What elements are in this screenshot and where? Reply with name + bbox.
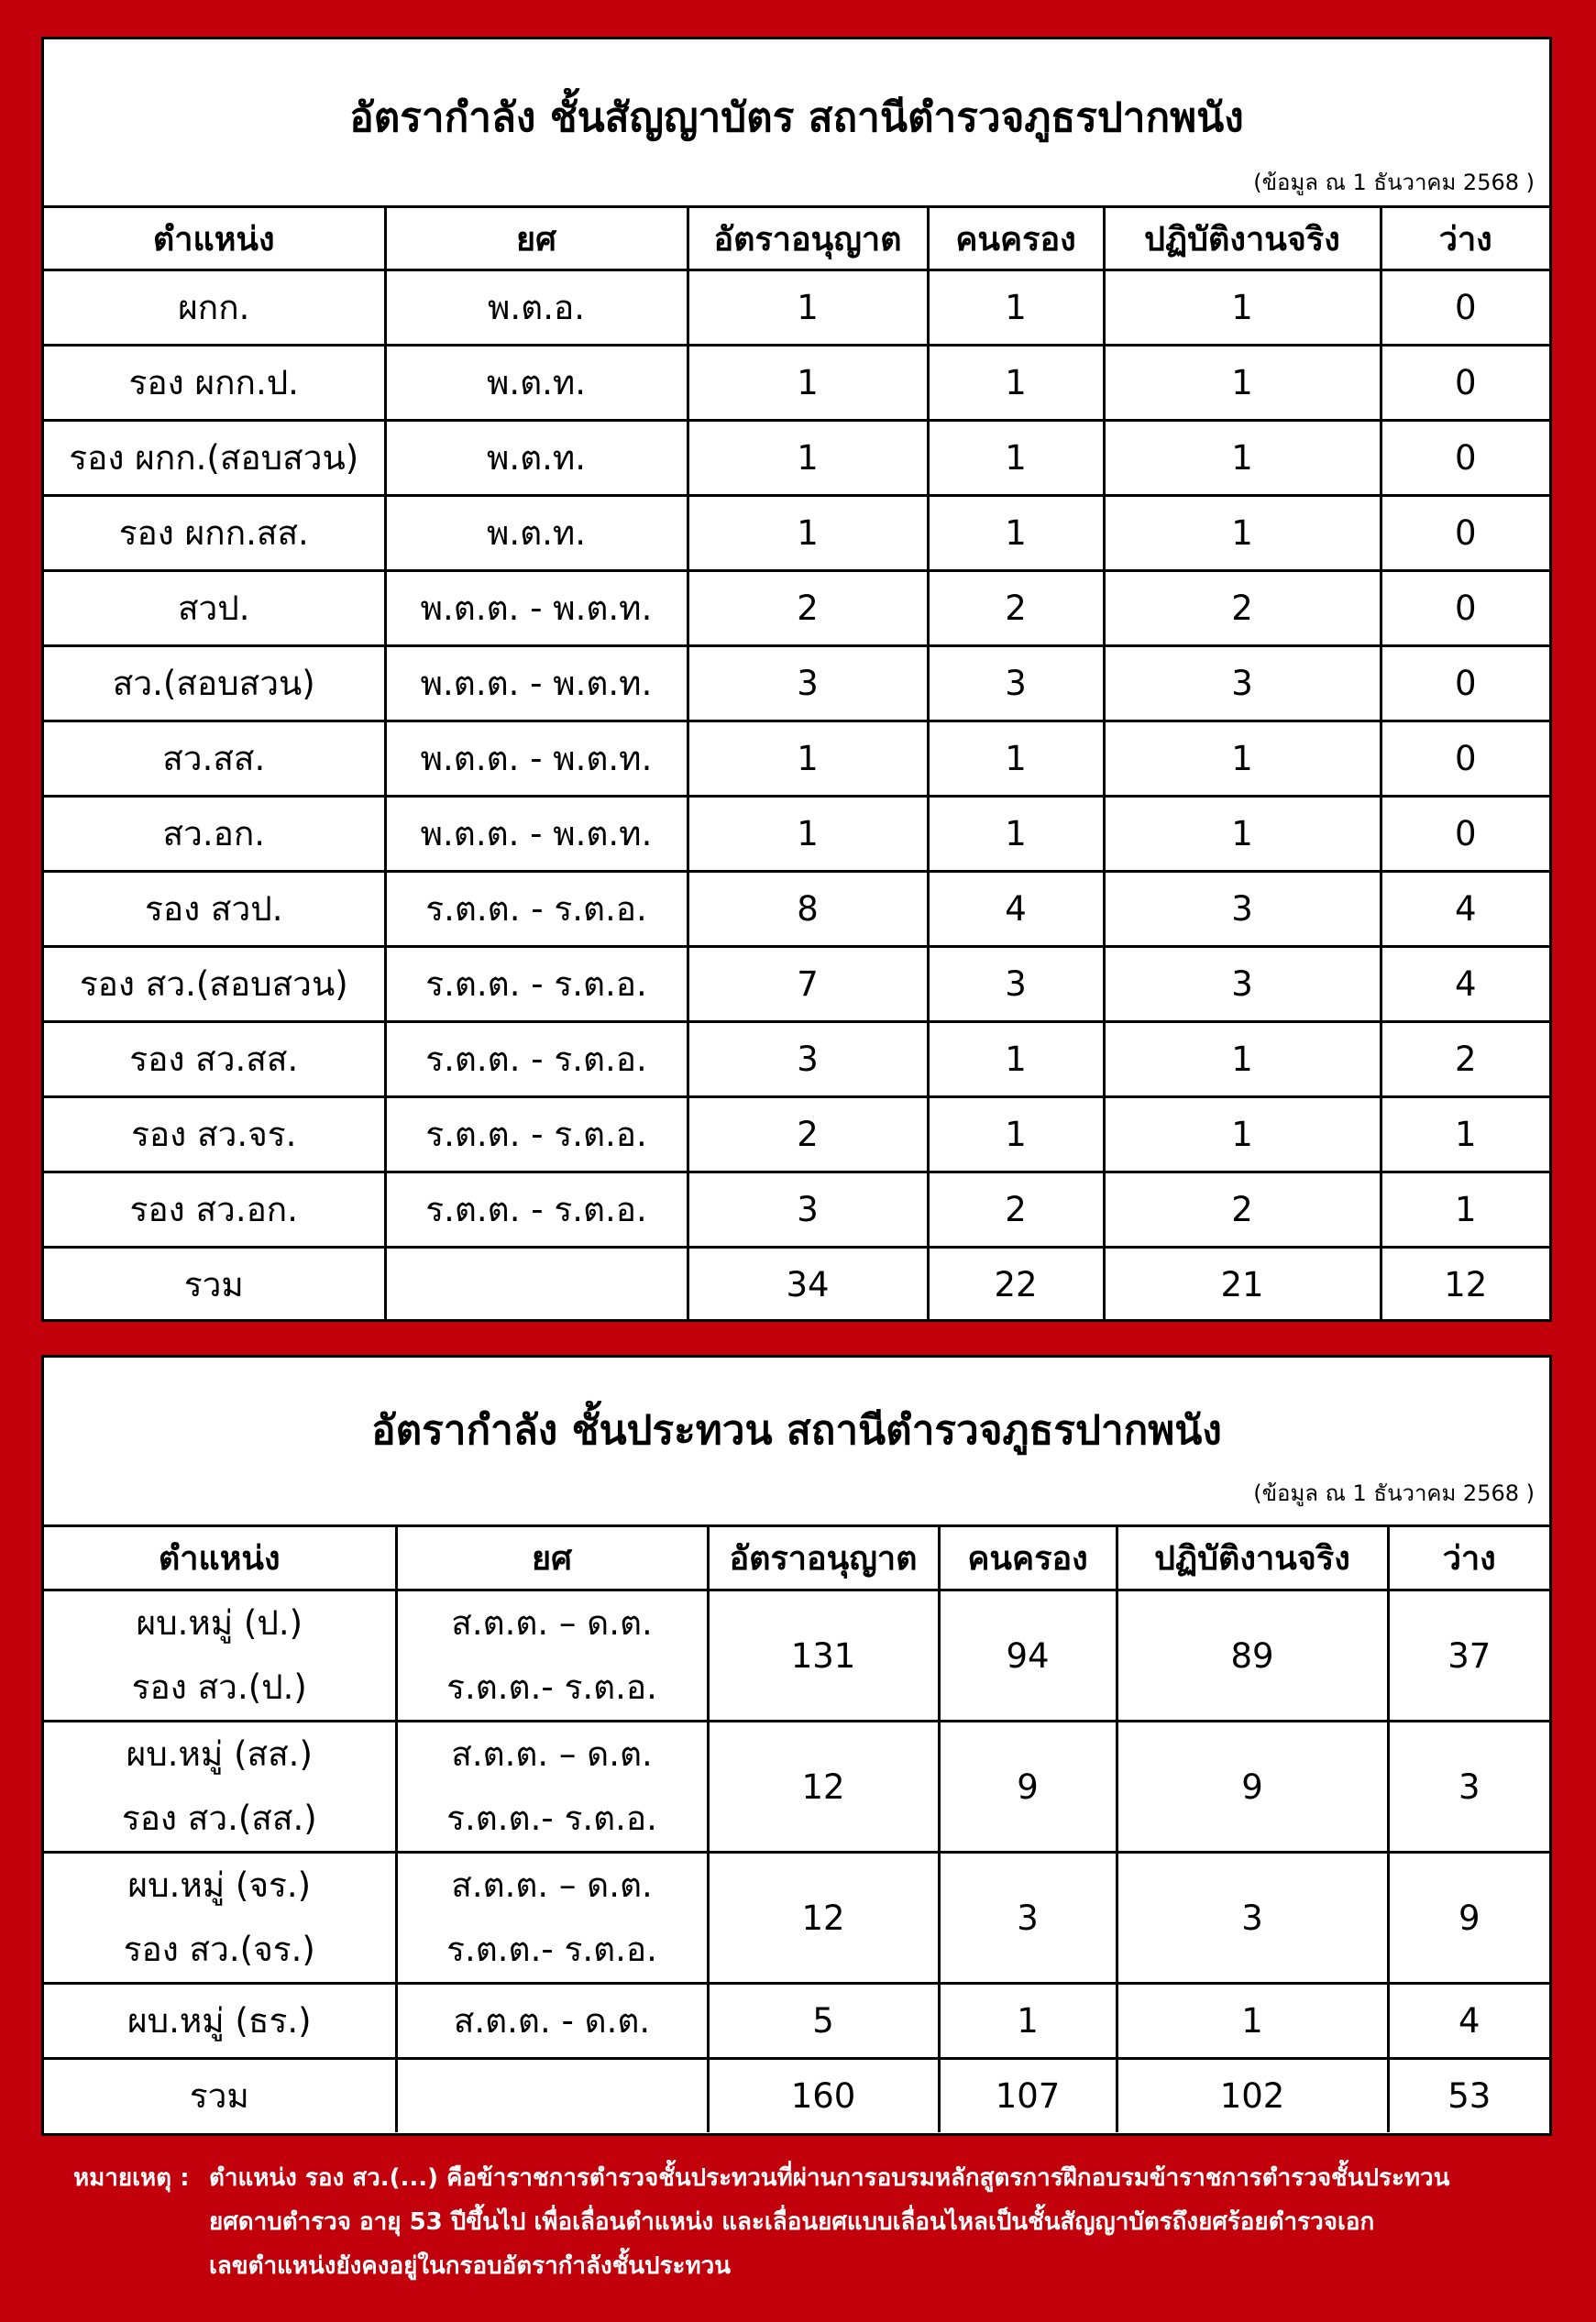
- occupied-cell: 1: [928, 1097, 1104, 1172]
- position-cell: รอง สวป.: [44, 872, 385, 947]
- header-occupied: คนครอง: [939, 1526, 1117, 1590]
- table-row: [44, 346, 1549, 421]
- header-rank: ยศ: [396, 1526, 708, 1590]
- footnote: [73, 2156, 1540, 2288]
- position-line: รอง สว.(สส.): [121, 1799, 317, 1838]
- occupied-cell: 4: [928, 872, 1104, 947]
- table-row: [44, 1172, 1549, 1248]
- rank-cell: พ.ต.ต. - พ.ต.ท.: [385, 646, 688, 721]
- table-row: [44, 421, 1549, 496]
- actual-cell: 1: [1104, 1022, 1381, 1097]
- actual-cell: 1: [1104, 797, 1381, 872]
- actual-cell: 1: [1104, 721, 1381, 797]
- vacant-cell: 4: [1381, 872, 1549, 947]
- actual-cell: 2: [1104, 571, 1381, 646]
- vacant-cell: 0: [1381, 571, 1549, 646]
- occupied-cell: 1: [939, 1984, 1117, 2059]
- officer-table-title: อัตรากำลัง ชั้นสัญญาบัตร สถานีตำรวจภูธรปากพนัง: [349, 94, 1244, 141]
- actual-cell: 2: [1104, 1172, 1381, 1248]
- rank-line: ส.ต.ต. – ด.ต.: [451, 1865, 653, 1905]
- vacant-cell: 4: [1388, 1984, 1549, 2059]
- officer-staffing-panel: [41, 37, 1552, 1322]
- occupied-cell: 3: [928, 947, 1104, 1022]
- occupied-cell: 9: [939, 1722, 1117, 1853]
- occupied-cell: 1: [928, 721, 1104, 797]
- vacant-cell: 0: [1381, 421, 1549, 496]
- header-actual: ปฏิบัติงานจริง: [1117, 1526, 1388, 1590]
- rank-cell: ร.ต.ต. - ร.ต.อ.: [385, 1022, 688, 1097]
- authorized-cell: 5: [708, 1984, 939, 2059]
- authorized-cell: 12: [708, 1853, 939, 1984]
- authorized-cell: 3: [688, 646, 928, 721]
- rank-cell: [396, 1853, 708, 1984]
- authorized-cell: 1: [688, 270, 928, 346]
- table-row: [44, 1097, 1549, 1172]
- actual-cell: 1: [1104, 496, 1381, 571]
- rank-cell: [396, 1590, 708, 1722]
- total-vacant: 12: [1381, 1248, 1549, 1322]
- actual-cell: 3: [1104, 646, 1381, 721]
- table-row: [44, 571, 1549, 646]
- occupied-cell: 3: [928, 646, 1104, 721]
- rank-cell: พ.ต.ท.: [385, 346, 688, 421]
- position-cell: สว.สส.: [44, 721, 385, 797]
- position-cell: รอง ผกก.(สอบสวน): [44, 421, 385, 496]
- nco-table-title: อัตรากำลัง ชั้นประทวน สถานีตำรวจภูธรปากพนัง: [371, 1407, 1222, 1454]
- actual-cell: 3: [1104, 947, 1381, 1022]
- header-authorized: อัตราอนุญาต: [708, 1526, 939, 1590]
- occupied-cell: 94: [939, 1590, 1117, 1722]
- footnote-line-1: ตำแหน่ง รอง สว.(...) คือข้าราชการตำรวจชั้นประทวนที่ผ่านการอบรมหลักสูตรการฝึกอบรมข้าราชการตำรวจชั้นประทวน: [209, 2164, 1450, 2192]
- occupied-cell: 1: [928, 496, 1104, 571]
- rank-cell: พ.ต.ท.: [385, 496, 688, 571]
- actual-cell: 3: [1104, 872, 1381, 947]
- position-cell: [44, 1853, 396, 1984]
- position-cell: รอง สว.(สอบสวน): [44, 947, 385, 1022]
- authorized-cell: 3: [688, 1172, 928, 1248]
- rank-line: ร.ต.ต.- ร.ต.อ.: [446, 1799, 657, 1838]
- table-header-row: [44, 207, 1549, 270]
- rank-cell: พ.ต.ต. - พ.ต.ท.: [385, 571, 688, 646]
- occupied-cell: 1: [928, 797, 1104, 872]
- rank-cell: พ.ต.ต. - พ.ต.ท.: [385, 797, 688, 872]
- position-cell: [44, 1722, 396, 1853]
- rank-line: ร.ต.ต.- ร.ต.อ.: [446, 1930, 657, 1969]
- table-row: [44, 947, 1549, 1022]
- footnote-line-3: เลขตำแหน่งยังคงอยู่ในกรอบอัตรากำลังชั้นประทวน: [209, 2252, 732, 2280]
- table-row: [44, 270, 1549, 346]
- total-row: [44, 1248, 1549, 1322]
- position-cell: สว.(สอบสวน): [44, 646, 385, 721]
- authorized-cell: 2: [688, 571, 928, 646]
- total-authorized: 160: [708, 2059, 939, 2133]
- rank-line: ร.ต.ต.- ร.ต.อ.: [446, 1667, 657, 1707]
- vacant-cell: 0: [1381, 496, 1549, 571]
- authorized-cell: 2: [688, 1097, 928, 1172]
- occupied-cell: 1: [928, 270, 1104, 346]
- actual-cell: 1: [1117, 1984, 1388, 2059]
- header-vacant: ว่าง: [1381, 207, 1549, 270]
- position-cell: รอง สว.สส.: [44, 1022, 385, 1097]
- vacant-cell: 9: [1388, 1853, 1549, 1984]
- header-position: ตำแหน่ง: [44, 207, 385, 270]
- footnote-label: หมายเหตุ :: [73, 2164, 190, 2192]
- vacant-cell: 0: [1381, 270, 1549, 346]
- footnote-first-line: [73, 2156, 1540, 2200]
- table-row: [44, 1853, 1549, 1984]
- table-row: [44, 496, 1549, 571]
- vacant-cell: 37: [1388, 1590, 1549, 1722]
- actual-cell: 9: [1117, 1722, 1388, 1853]
- position-cell: รอง ผกก.สส.: [44, 496, 385, 571]
- table-row: [44, 1984, 1549, 2059]
- officer-staffing-table: [44, 205, 1549, 1321]
- table-row: [44, 1590, 1549, 1722]
- occupied-cell: 1: [928, 1022, 1104, 1097]
- table-row: [44, 797, 1549, 872]
- total-authorized: 34: [688, 1248, 928, 1322]
- authorized-cell: 1: [688, 797, 928, 872]
- nco-staffing-table: [44, 1524, 1549, 2132]
- rank-cell: พ.ต.ท.: [385, 421, 688, 496]
- vacant-cell: 1: [1381, 1097, 1549, 1172]
- rank-cell: ส.ต.ต. - ด.ต.: [396, 1984, 708, 2059]
- actual-cell: 3: [1117, 1853, 1388, 1984]
- occupied-cell: 3: [939, 1853, 1117, 1984]
- authorized-cell: 8: [688, 872, 928, 947]
- actual-cell: 1: [1104, 270, 1381, 346]
- header-vacant: ว่าง: [1388, 1526, 1549, 1590]
- authorized-cell: 7: [688, 947, 928, 1022]
- total-rank-empty: [396, 2059, 708, 2133]
- rank-cell: พ.ต.อ.: [385, 270, 688, 346]
- authorized-cell: 1: [688, 346, 928, 421]
- officer-table-date-note: (ข้อมูล ณ 1 ธันวาคม 2568 ): [1253, 170, 1535, 195]
- rank-cell: ร.ต.ต. - ร.ต.อ.: [385, 872, 688, 947]
- vacant-cell: 0: [1381, 797, 1549, 872]
- vacant-cell: 0: [1381, 646, 1549, 721]
- total-occupied: 107: [939, 2059, 1117, 2133]
- header-actual: ปฏิบัติงานจริง: [1104, 207, 1381, 270]
- authorized-cell: 1: [688, 496, 928, 571]
- vacant-cell: 3: [1388, 1722, 1549, 1853]
- table-header-row: [44, 1526, 1549, 1590]
- position-cell: ผกก.: [44, 270, 385, 346]
- position-line: ผบ.หมู่ (สส.): [126, 1734, 313, 1774]
- actual-cell: 1: [1104, 421, 1381, 496]
- header-rank: ยศ: [385, 207, 688, 270]
- actual-cell: 89: [1117, 1590, 1388, 1722]
- nco-staffing-panel: [41, 1355, 1552, 2136]
- rank-line: ส.ต.ต. – ด.ต.: [451, 1603, 653, 1643]
- position-line: รอง สว.(จร.): [123, 1930, 315, 1969]
- rank-cell: ร.ต.ต. - ร.ต.อ.: [385, 1172, 688, 1248]
- position-cell: รอง สว.อก.: [44, 1172, 385, 1248]
- rank-line: ส.ต.ต. – ด.ต.: [451, 1734, 653, 1774]
- total-actual: 21: [1104, 1248, 1381, 1322]
- occupied-cell: 2: [928, 1172, 1104, 1248]
- position-cell: สว.อก.: [44, 797, 385, 872]
- total-label: รวม: [44, 2059, 396, 2133]
- authorized-cell: 1: [688, 721, 928, 797]
- occupied-cell: 1: [928, 346, 1104, 421]
- vacant-cell: 1: [1381, 1172, 1549, 1248]
- vacant-cell: 4: [1381, 947, 1549, 1022]
- total-actual: 102: [1117, 2059, 1388, 2133]
- total-row: [44, 2059, 1549, 2133]
- occupied-cell: 2: [928, 571, 1104, 646]
- header-authorized: อัตราอนุญาต: [688, 207, 928, 270]
- rank-cell: ร.ต.ต. - ร.ต.อ.: [385, 1097, 688, 1172]
- actual-cell: 1: [1104, 1097, 1381, 1172]
- rank-cell: ร.ต.ต. - ร.ต.อ.: [385, 947, 688, 1022]
- total-occupied: 22: [928, 1248, 1104, 1322]
- actual-cell: 1: [1104, 346, 1381, 421]
- vacant-cell: 0: [1381, 721, 1549, 797]
- header-position: ตำแหน่ง: [44, 1526, 396, 1590]
- total-label: รวม: [44, 1248, 385, 1322]
- position-cell: รอง ผกก.ป.: [44, 346, 385, 421]
- authorized-cell: 131: [708, 1590, 939, 1722]
- position-cell: สวป.: [44, 571, 385, 646]
- table-row: [44, 646, 1549, 721]
- total-vacant: 53: [1388, 2059, 1549, 2133]
- rank-cell: พ.ต.ต. - พ.ต.ท.: [385, 721, 688, 797]
- position-line: รอง สว.(ป.): [131, 1667, 307, 1707]
- authorized-cell: 1: [688, 421, 928, 496]
- rank-cell: [396, 1722, 708, 1853]
- occupied-cell: 1: [928, 421, 1104, 496]
- position-cell: [44, 1590, 396, 1722]
- vacant-cell: 2: [1381, 1022, 1549, 1097]
- position-cell: ผบ.หมู่ (ธร.): [44, 1984, 396, 2059]
- authorized-cell: 3: [688, 1022, 928, 1097]
- total-rank-empty: [385, 1248, 688, 1322]
- header-occupied: คนครอง: [928, 207, 1104, 270]
- footnote-line-2: ยศดาบตำรวจ อายุ 53 ปีขึ้นไป เพื่อเลื่อนตำแหน่ง และเลื่อนยศแบบเลื่อนไหลเป็นชั้นสัญญาบัตรถึงยศร้อยตำรวจเอก: [209, 2208, 1375, 2236]
- position-line: ผบ.หมู่ (ป.): [136, 1603, 303, 1643]
- table-row: [44, 872, 1549, 947]
- table-row: [44, 1722, 1549, 1853]
- authorized-cell: 12: [708, 1722, 939, 1853]
- position-cell: รอง สว.จร.: [44, 1097, 385, 1172]
- vacant-cell: 0: [1381, 346, 1549, 421]
- table-row: [44, 1022, 1549, 1097]
- table-row: [44, 721, 1549, 797]
- nco-table-date-note: (ข้อมูล ณ 1 ธันวาคม 2568 ): [1253, 1480, 1535, 1506]
- position-line: ผบ.หมู่ (จร.): [127, 1865, 312, 1905]
